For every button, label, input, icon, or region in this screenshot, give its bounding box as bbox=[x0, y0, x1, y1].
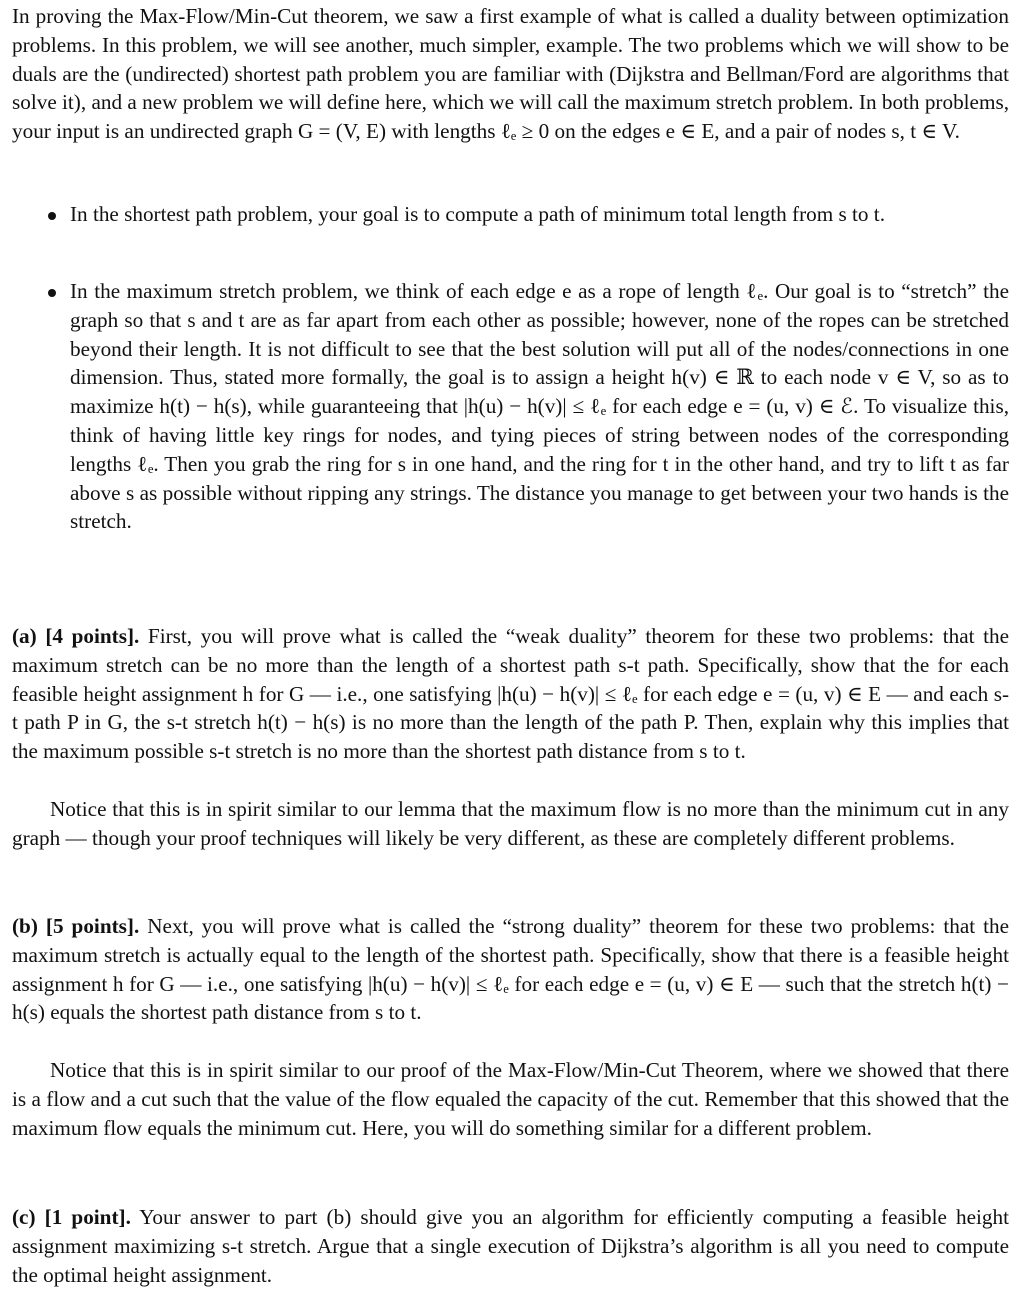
bullet-marker bbox=[46, 289, 58, 301]
part-b-paragraph bbox=[12, 912, 1009, 1027]
bullet-maximum-stretch: In the maximum stretch problem, we think of each edge e as a rope of length ℓₑ. Our goal is to “stretch” the graph so that s and t are as far apart from each other as possible; however, none of the ropes can be stretched beyond their length. It is not difficult to see that the best solution will put all of the nodes/connections in one dimension. Thus, stated more formally, the goal is to assign a height h(v) ∈ ℝ to each node v ∈ V, so as to maximize h(t) − h(s), while guaranteeing that |h(u) − h(v)| ≤ ℓₑ for each edge e = (u, v) ∈ ℰ. To visualize this, think of having little key rings for nodes, and tying pieces of string between nodes of the corresponding lengths ℓₑ. Then you grab the ring for s in one hand, and the ring for t in the other hand, and try to lift t as far above s as possible without ripping any strings. The distance you manage to get between your two hands is the stretch. bbox=[70, 279, 1009, 534]
part-a-text: First, you will prove what is called the “weak duality” theorem for these two problems: that the maximum stretch can be no more than the length of a shortest path s-t path. Specifically, show that the for each feasible height assignment h for G — i.e., one satisfying |h(u) − h(v)| ≤ ℓₑ for each edge e = (u, v) ∈ E — and each s-t path P in G, the s-t stretch h(t) − h(s) is no more than the length of the path P. Then, explain why this implies that the maximum possible s-t stretch is no more than the shortest path distance from s to t. bbox=[12, 624, 1010, 764]
part-c-label: (c) [1 point]. bbox=[12, 1205, 131, 1229]
part-a-note: Notice that this is in spirit similar to our lemma that the maximum flow is no more than the minimum cut in any graph — though your proof techniques will likely be very different, as these are completely different problems. bbox=[12, 797, 1009, 850]
intro-paragraph: In proving the Max-Flow/Min-Cut theorem, we saw a first example of what is called a duality between optimization problems. In this problem, we will see another, much simpler, example. The two problems which we will show to be duals are the (undirected) shortest path problem you are familiar with (Dijkstra and Bellman/Ford are algorithms that solve it), and a new problem we will define here, which we will call the maximum stretch problem. In both problems, your input is an undirected graph G = (V, E) with lengths ℓₑ ≥ 0 on the edges e ∈ E, and a pair of nodes s, t ∈ V. bbox=[12, 4, 1009, 144]
part-b-note: Notice that this is in spirit similar to our proof of the Max-Flow/Min-Cut Theorem, where we showed that there is a flow and a cut such that the value of the flow equaled the capacity of the cut. Remember that this showed that the maximum flow equals the minimum cut. Here, you will do something similar for a different problem. bbox=[12, 1058, 1009, 1140]
part-c-text: Your answer to part (b) should give you an algorithm for efficiently computing a feasible height assignment maximizing s-t stretch. Argue that a single execution of Dijkstra’s algorithm is all you need to compute the optimal height assignment. bbox=[12, 1205, 1009, 1287]
part-b-label: (b) [5 points]. bbox=[12, 914, 140, 938]
bullet-shortest-path: In the shortest path problem, your goal is to compute a path of minimum total length from s to t. bbox=[70, 202, 885, 226]
part-b-text: Next, you will prove what is called the “strong duality” theorem for these two problems: that the maximum stretch is actually equal to the length of the shortest path. Specifically, show that there is a feasible height assignment h for G — i.e., one satisfying |h(u) − h(v)| ≤ ℓₑ for each edge e = (u, v) ∈ E — such that the stretch h(t) − h(s) equals the shortest path distance from s to t. bbox=[12, 914, 1009, 1025]
part-c-paragraph bbox=[12, 1203, 1009, 1289]
bullet-marker bbox=[46, 212, 58, 224]
part-a-paragraph bbox=[12, 622, 1009, 766]
part-a-label: (a) [4 points]. bbox=[12, 624, 140, 648]
